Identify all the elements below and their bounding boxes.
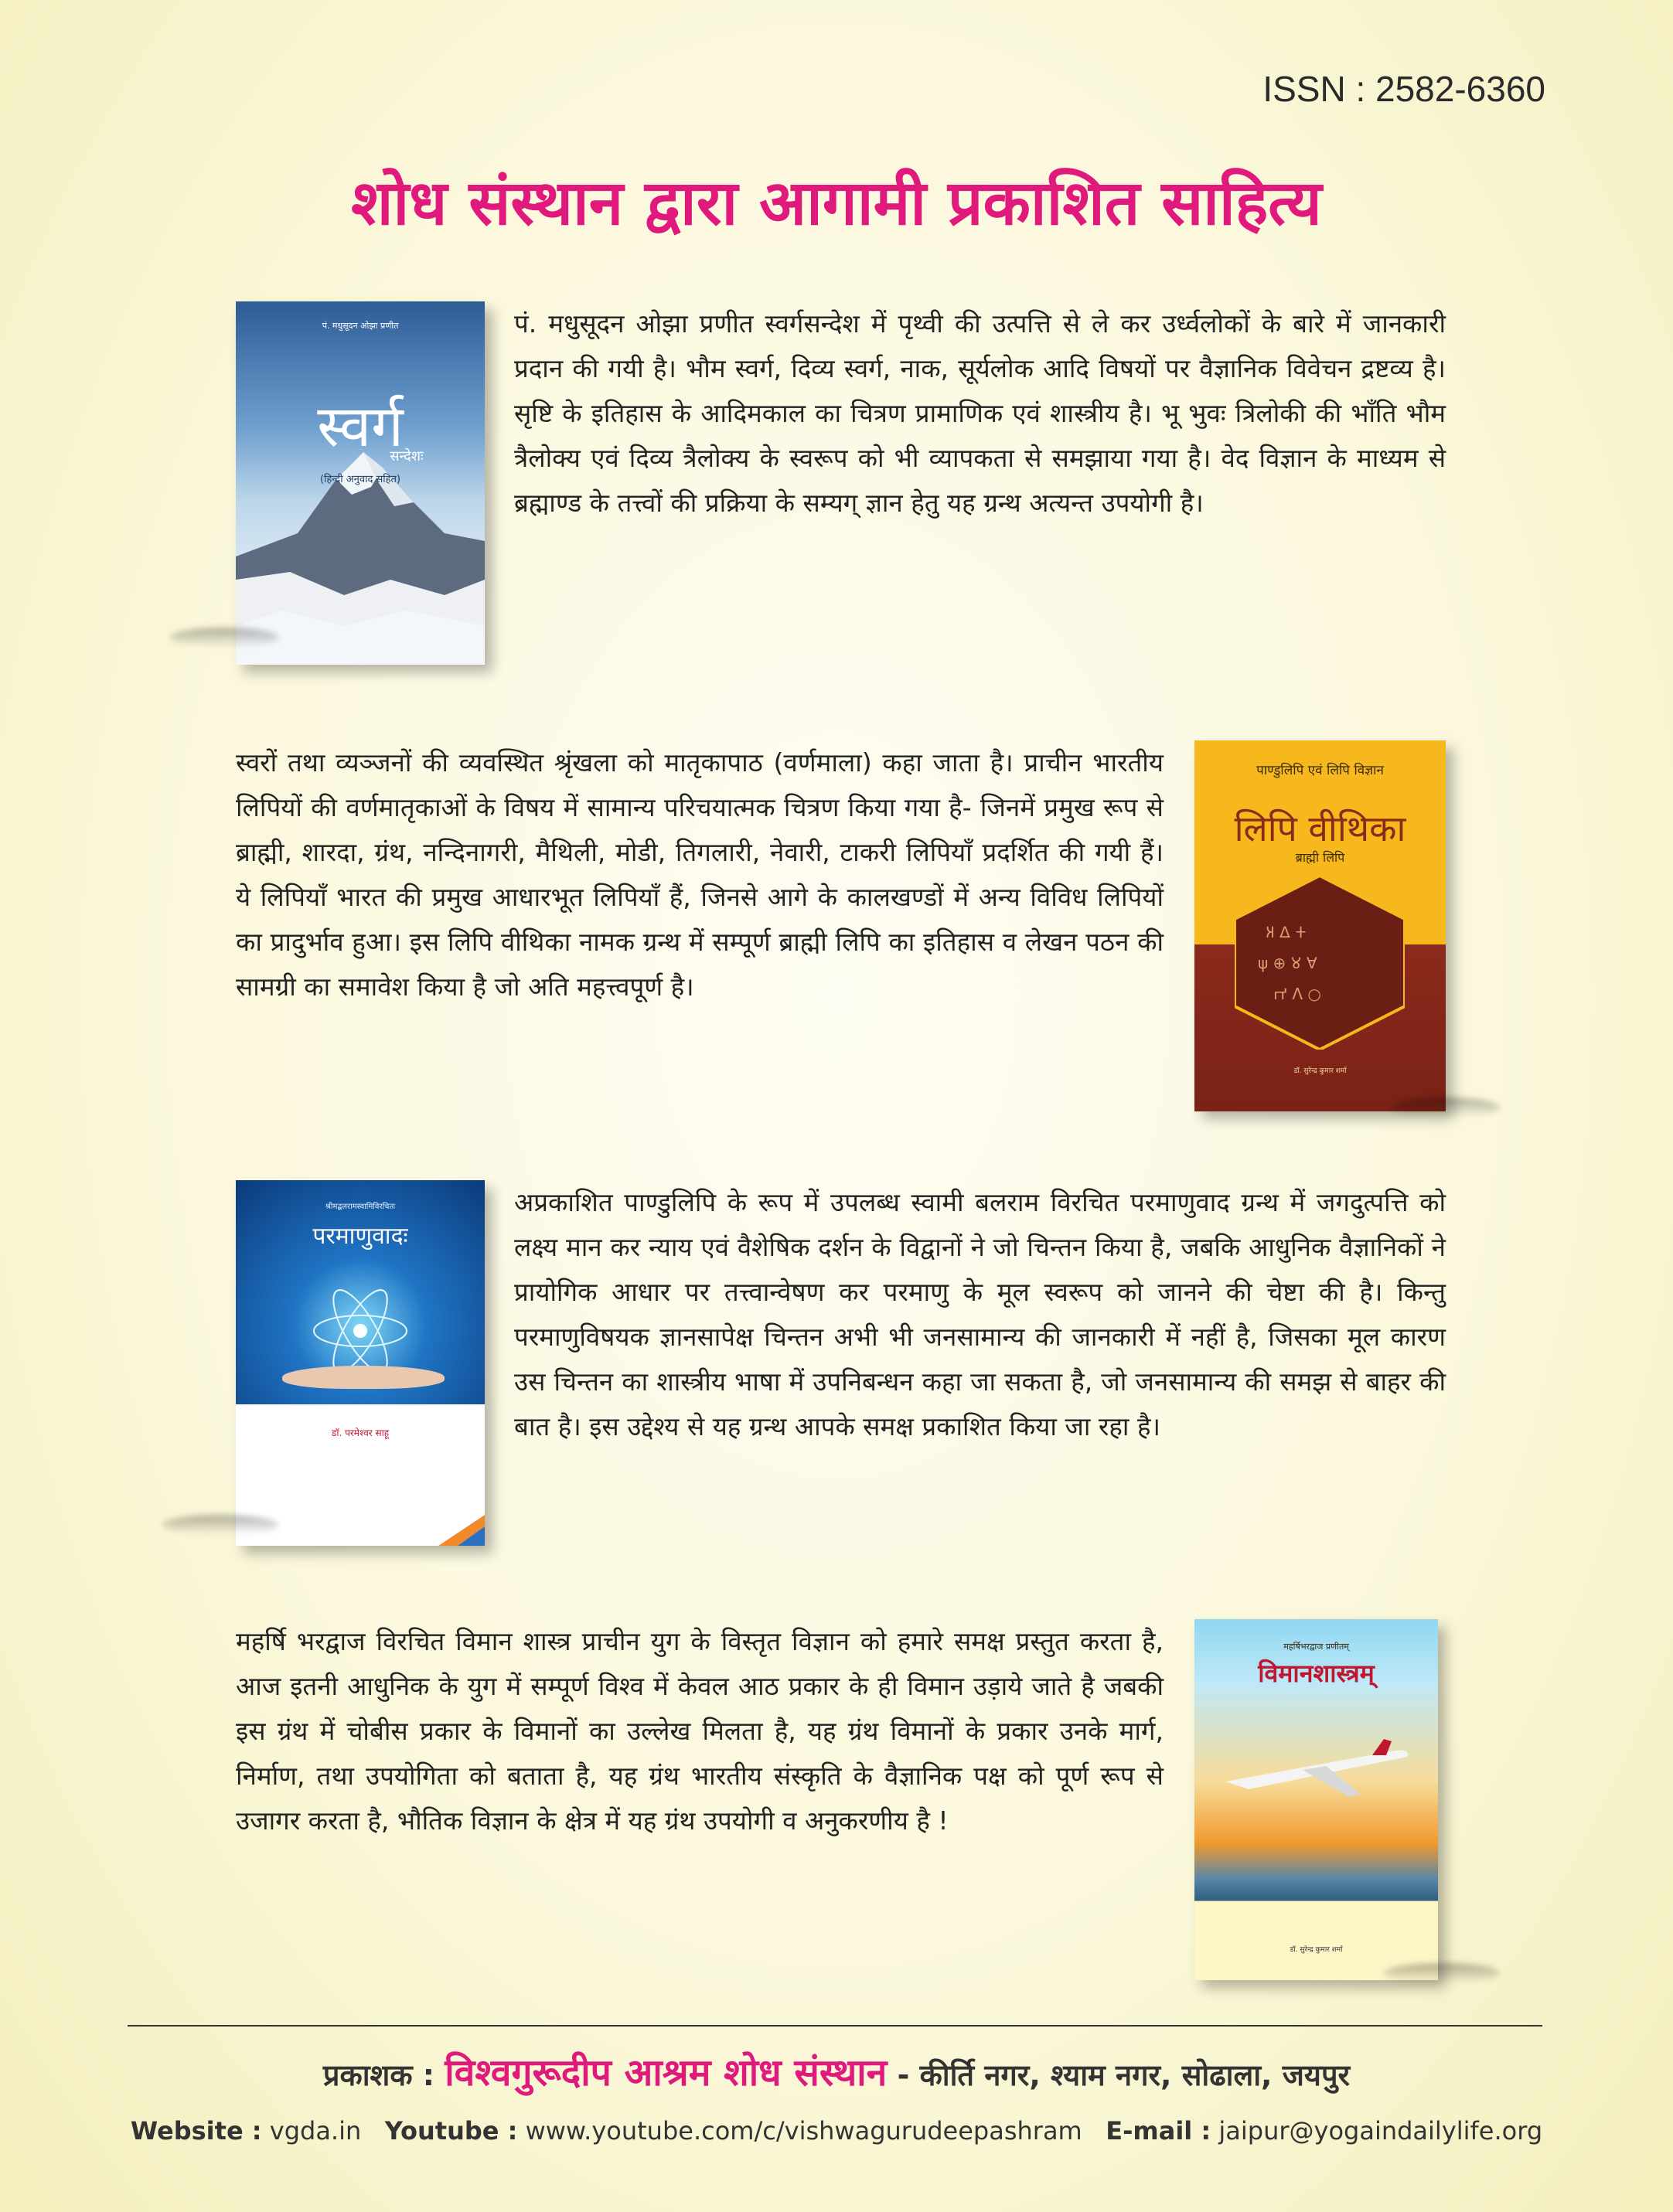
cover-top-text: पाण्डुलिपि एवं लिपि विज्ञान — [1256, 763, 1384, 778]
cover-top-text: महर्षिभरद्वाज प्रणीतम् — [1283, 1642, 1349, 1652]
publisher-name: विश्वगुरूदीप आश्रम शोध संस्थान — [445, 2051, 888, 2095]
page-title: शोध संस्थान द्वारा आगामी प्रकाशित साहित्य — [351, 167, 1322, 239]
cover-title: विमानशास्त्रम् — [1258, 1659, 1375, 1688]
corner-stripes — [415, 1499, 485, 1546]
cover-shadow — [170, 628, 278, 648]
youtube-link[interactable]: www.youtube.com/c/vishwagurudeepashram — [525, 2116, 1082, 2146]
cover-shadow — [162, 1515, 278, 1535]
cover-shadow — [1392, 1097, 1500, 1118]
book-description-3: अप्रकाशित पाण्डुलिपि के रूप में उपलब्ध स्वामी बलराम विरचित परमाणुवाद ग्रन्थ में जगदुत्पत्ति को लक्ष्य मान कर न्याय एवं वैशेषिक दर्शन के विद्वानों ने जो चिन्तन किया है, जबकि आधुनिक वैज्ञानिकों ने प्रायोगिक आधार पर तत्त्वान्वेषण कर परमाणु के मूल स्वरूप को जानने की चेष्टा की है। किन्तु परमाणुविषयक ज्ञानसापेक्ष चिन्तन अभी भी जनसामान्य की जानकारी में नहीं है, जिसका मूल कारण उस चिन्तन का शास्त्रीय भाषा में उपनिबन्धन कहा जा सकता है, जो जनसामान्य की समझ से बाहर की बात है। इस उद्देश्य से यह ग्रन्थ आपके समक्ष प्रकाशित किया जा रहा है। — [514, 1187, 1446, 1441]
publisher-address: - कीर्ति नगर, श्याम नगर, सोढाला, जयपुर — [897, 2058, 1351, 2092]
website-link[interactable]: vgda.in — [269, 2116, 362, 2146]
cover-subtitle: सन्देशः — [390, 448, 424, 465]
cover-title: लिपि वीथिका — [1234, 808, 1406, 849]
footer-divider — [128, 2025, 1542, 2027]
issn-label: ISSN : 2582-6360 — [1262, 69, 1545, 109]
publisher-line — [0, 2047, 1673, 2097]
cover-editor: डॉ. सुरेन्द्र कुमार शर्मा — [1290, 1946, 1343, 1954]
website-label: Website : — [130, 2116, 262, 2146]
book-description-2: स्वरों तथा व्यञ्जनों की व्यवस्थित श्रृंखला को मातृकापाठ (वर्णमाला) कहा जाता है। प्राचीन भारतीय लिपियों की वर्णमातृकाओं के विषय में सामान्य परिचयात्मक चित्रण किया गया है- जिनमें प्रमुख रूप से ब्राह्मी, शारदा, ग्रंथ, नन्दिनागरी, मैथिली, मोडी, तिगलारी, नेवारी, टाकरी लिपियाँ प्रदर्शित की गयी हैं। ये लिपियाँ भारत की प्रमुख आधारभूत लिपियाँ हैं, जिनसे आगे के कालखण्डों में अन्य विविध लिपियों का प्रादुर्भाव हुआ। इस लिपि वीथिका नामक ग्रन्थ में सम्पूर्ण ब्राह्मी लिपि का इतिहास व लेखन पठन की सामग्री का समावेश किया है जो अति महत्त्वपूर्ण है। — [236, 747, 1164, 1002]
contact-line — [0, 2116, 1673, 2146]
book-cover-swarg-sandesh — [236, 301, 485, 665]
svg-text:𑀅 ∆ 𑀓: 𑀅 ∆ 𑀓 — [1266, 923, 1307, 941]
cover-top-text: श्रीमद्बलरामस्वामिविरचितः — [325, 1203, 396, 1211]
email-link[interactable]: jaipur@yogaindailylife.org — [1218, 2116, 1543, 2146]
cover-shadow — [1384, 1963, 1500, 1983]
svg-text:ψ ⊕ 𑀫 ∀: ψ ⊕ 𑀫 ∀ — [1258, 954, 1317, 972]
script-hexagon-illustration — [1235, 876, 1405, 1050]
cover-note: (हिन्दी अनुवाद सहित) — [319, 474, 401, 485]
book-cover-vimana-shastram — [1194, 1619, 1438, 1980]
cover-title: स्वर्ग — [317, 393, 404, 460]
book-description-4: महर्षि भरद्वाज विरचित विमान शास्त्र प्राचीन युग के विस्तृत विज्ञान को हमारे समक्ष प्रस्तुत करता है, आज इतनी आधुनिक के युग में सम्पूर्ण विश्व में केवल आठ प्रकार के ही विमान उड़ाये जाते है जबकी इस ग्रंथ में चोबीस प्रकार के विमानों का उल्लेख मिलता है, यह ग्रंथ विमानों के प्रकार उनके मार्ग, निर्माण, तथा उपयोगिता को बताता है, यह ग्रंथ भारतीय संस्कृति के वैज्ञानिक पक्ष को पूर्ण रूप से उजागर करता है, भौतिक विज्ञान के क्षेत्र में यह ग्रंथ उपयोगी व अनुकरणीय है ! — [236, 1626, 1164, 1836]
airplane-illustration — [1218, 1735, 1419, 1805]
hand-illustration — [282, 1366, 445, 1389]
cover-editor: डॉ. सुरेन्द्र कुमार शर्मा — [1293, 1067, 1347, 1075]
book-cover-lipi-veethika — [1194, 740, 1446, 1111]
svg-text:𑀪 Λ ○: 𑀪 Λ ○ — [1273, 985, 1321, 1003]
youtube-label: Youtube : — [384, 2116, 518, 2146]
book-cover-paramanuvada — [236, 1180, 485, 1546]
book-description-1: पं. मधुसूदन ओझा प्रणीत स्वर्गसन्देश में पृथ्वी की उत्पत्ति से ले कर उर्ध्वलोकों के बारे में जानकारी प्रदान की गयी है। भौम स्वर्ग, दिव्य स्वर्ग, नाक, सूर्यलोक आदि विषयों पर वैज्ञानिक विवेचन द्रष्टव्य है। सृष्टि के इतिहास के आदिमकाल का चित्रण प्रामाणिक एवं शास्त्रीय है। भू भुवः त्रिलोकी की भाँति भौम त्रैलोक्य एवं दिव्य त्रैलोक्य के स्वरूप को भी व्यापकता से समझाया गया है। वेद विज्ञान के माध्यम से ब्रह्माण्ड के तत्त्वों की प्रक्रिया के सम्यग् ज्ञान हेतु यह ग्रन्थ अत्यन्त उपयोगी है। — [514, 308, 1446, 518]
cover-editor: डॉ. परमेश्वर साहू — [331, 1428, 390, 1438]
cover-subtitle: ब्राह्मी लिपि — [1295, 850, 1345, 865]
cover-top-text: पं. मधुसूदन ओझा प्रणीत — [322, 321, 399, 331]
publisher-label: प्रकाशक : — [322, 2058, 434, 2092]
atom-illustration — [310, 1288, 411, 1373]
email-label: E-mail : — [1106, 2116, 1211, 2146]
cover-title: परमाणुवादः — [312, 1223, 408, 1250]
